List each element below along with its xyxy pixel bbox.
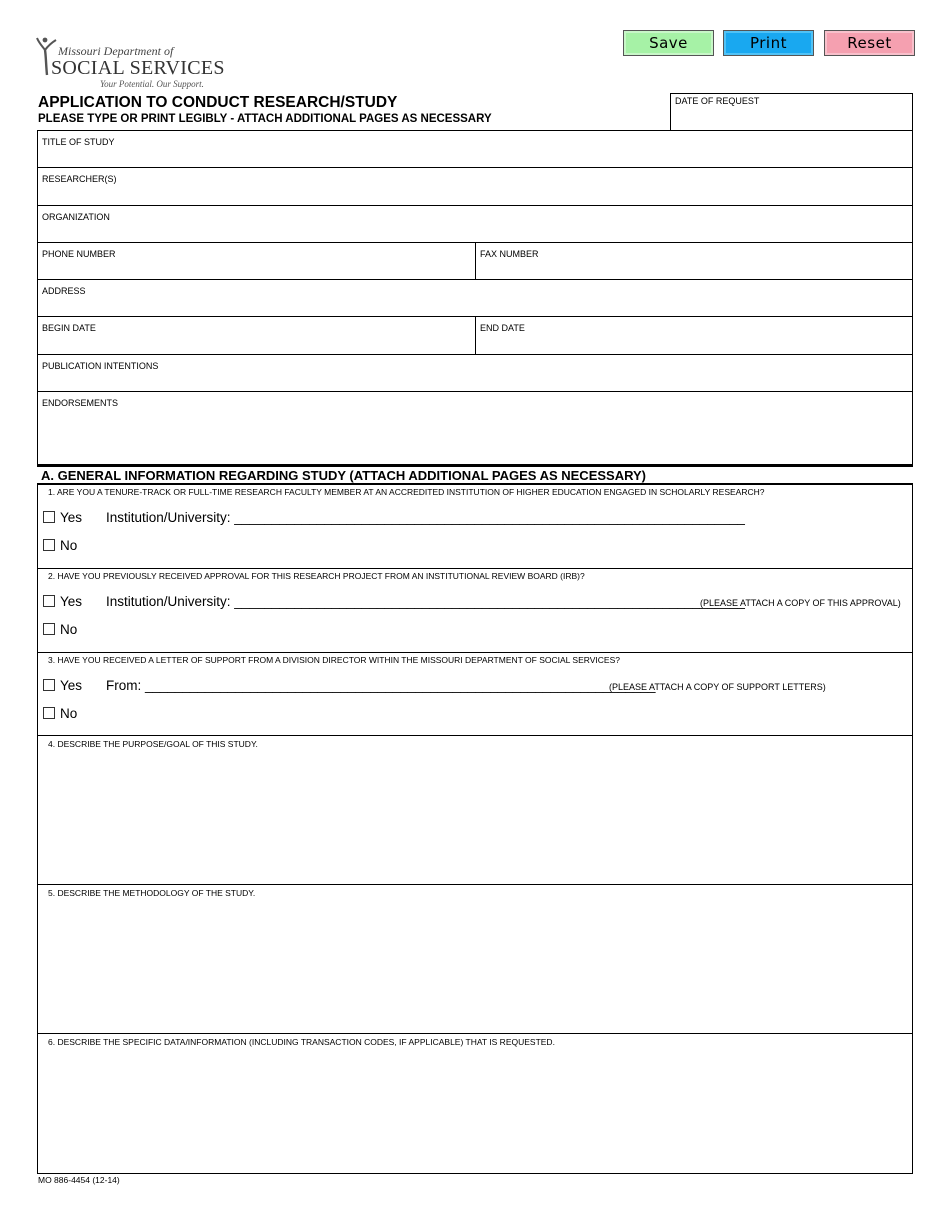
section-a-heading: A. GENERAL INFORMATION REGARDING STUDY (ATTACH ADDITIONAL PAGES AS NECESSARY) xyxy=(37,464,913,485)
question-6-text: 6. DESCRIBE THE SPECIFIC DATA/INFORMATION (INCLUDING TRANSACTION CODES, IF APPLICABLE) THAT IS REQUESTED. xyxy=(48,1037,555,1047)
save-button[interactable]: Save xyxy=(623,30,714,56)
question-1-block xyxy=(37,485,913,569)
q1-yes-checkbox[interactable] xyxy=(43,511,55,523)
question-2-block xyxy=(37,569,913,653)
question-1-text: 1. ARE YOU A TENURE-TRACK OR FULL-TIME RESEARCH FACULTY MEMBER AT AN ACCREDITED INSTITUTION OF HIGHER EDUCATION ENGAGED IN SCHOLARLY RESEARCH? xyxy=(48,487,765,497)
q2-institution-field[interactable]: Institution/University: ____________________________________________________________________ xyxy=(106,594,745,609)
form-subtitle: PLEASE TYPE OR PRINT LEGIBLY - ATTACH ADDITIONAL PAGES AS NECESSARY xyxy=(38,113,492,125)
address-field[interactable] xyxy=(37,279,913,317)
q1-institution-field[interactable]: Institution/University: ____________________________________________________________________ xyxy=(106,510,745,525)
q1-yes-label: Yes xyxy=(60,510,83,525)
q2-yes-checkbox[interactable] xyxy=(43,595,55,607)
fax-number-field[interactable] xyxy=(475,242,913,280)
print-button[interactable]: Print xyxy=(723,30,814,56)
q1-no-label: No xyxy=(60,538,78,553)
fax-number-label: FAX NUMBER xyxy=(480,249,539,259)
endorsements-label: ENDORSEMENTS xyxy=(42,398,119,408)
question-6-field[interactable] xyxy=(37,1034,913,1174)
q3-yes-label: Yes xyxy=(60,678,83,693)
reset-button[interactable]: Reset xyxy=(824,30,915,56)
question-3-text: 3. HAVE YOU RECEIVED A LETTER OF SUPPORT FROM A DIVISION DIRECTOR WITHIN THE MISSOURI DEPARTMENT OF SOCIAL SERVICES? xyxy=(48,655,620,665)
q3-yes-checkbox[interactable] xyxy=(43,679,55,691)
end-date-field[interactable] xyxy=(475,316,913,355)
q2-note: (PLEASE ATTACH A COPY OF THIS APPROVAL) xyxy=(700,598,901,608)
question-5-field[interactable] xyxy=(37,885,913,1033)
date-of-request-field[interactable] xyxy=(670,93,913,131)
question-3-block xyxy=(37,653,913,736)
question-2-text: 2. HAVE YOU PREVIOUSLY RECEIVED APPROVAL FOR THIS RESEARCH PROJECT FROM AN INSTITUTIONAL REVIEW BOARD (IRB)? xyxy=(48,571,585,581)
q3-from-field[interactable]: From: ____________________________________________________________________ xyxy=(106,678,656,693)
title-of-study-label: TITLE OF STUDY xyxy=(42,137,115,147)
question-4-field[interactable] xyxy=(37,736,913,884)
question-5-text: 5. DESCRIBE THE METHODOLOGY OF THE STUDY. xyxy=(48,888,256,898)
address-label: ADDRESS xyxy=(42,286,86,296)
logo-social-services-text: SOCIAL SERVICES xyxy=(51,57,225,79)
organization-label: ORGANIZATION xyxy=(42,212,110,222)
organization-field[interactable] xyxy=(37,205,913,243)
end-date-label: END DATE xyxy=(480,323,525,333)
q1-no-checkbox[interactable] xyxy=(43,539,55,551)
q3-no-checkbox[interactable] xyxy=(43,707,55,719)
logo-department-text: Missouri Department of xyxy=(58,44,174,58)
phone-number-label: PHONE NUMBER xyxy=(42,249,116,259)
q2-yes-label: Yes xyxy=(60,594,83,609)
question-4-text: 4. DESCRIBE THE PURPOSE/GOAL OF THIS STUDY. xyxy=(48,739,258,749)
logo-tagline: Your Potential. Our Support. xyxy=(100,79,204,89)
begin-date-label: BEGIN DATE xyxy=(42,323,96,333)
q2-no-label: No xyxy=(60,622,78,637)
researchers-label: RESEARCHER(S) xyxy=(42,174,117,184)
publication-intentions-field[interactable] xyxy=(37,354,913,392)
date-of-request-label: DATE OF REQUEST xyxy=(675,96,760,106)
q2-no-checkbox[interactable] xyxy=(43,623,55,635)
form-number: MO 886-4454 (12-14) xyxy=(38,1175,120,1185)
researchers-field[interactable] xyxy=(37,167,913,206)
title-of-study-field[interactable] xyxy=(37,130,913,168)
phone-number-field[interactable] xyxy=(37,242,476,280)
endorsements-field[interactable] xyxy=(37,391,913,465)
q3-no-label: No xyxy=(60,706,78,721)
form-title: APPLICATION TO CONDUCT RESEARCH/STUDY xyxy=(38,94,398,111)
begin-date-field[interactable] xyxy=(37,316,476,355)
publication-intentions-label: PUBLICATION INTENTIONS xyxy=(42,361,159,371)
q3-note: (PLEASE ATTACH A COPY OF SUPPORT LETTERS) xyxy=(609,682,826,692)
